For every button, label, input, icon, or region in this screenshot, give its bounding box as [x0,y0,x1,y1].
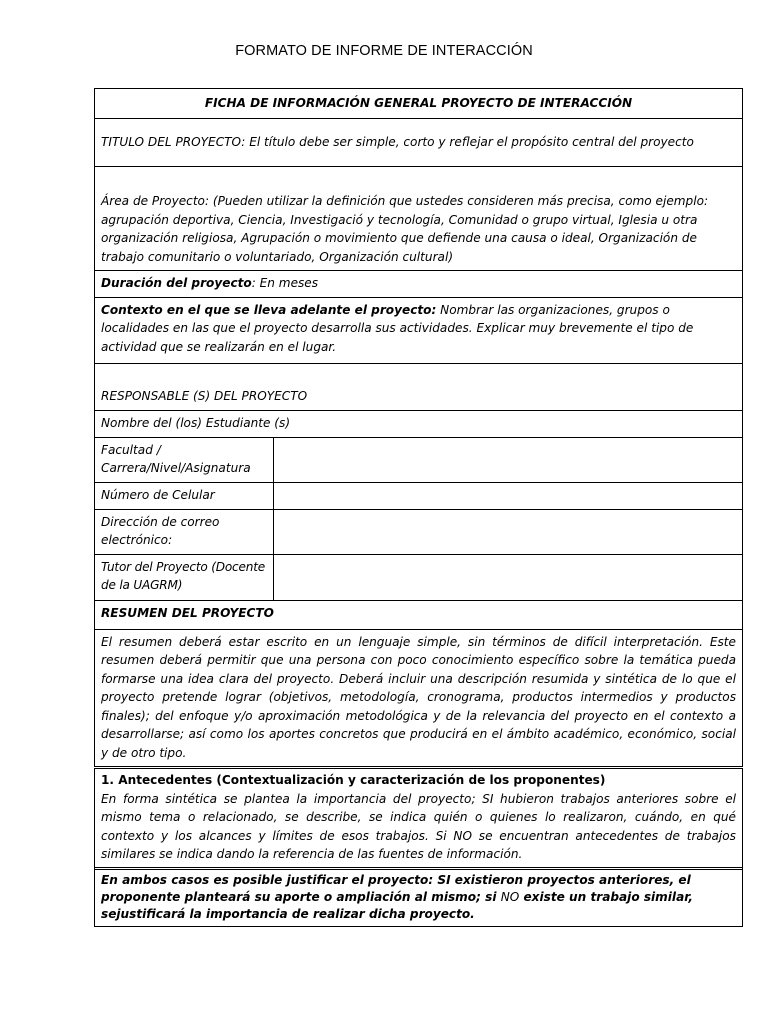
faculty-label: Facultad / Carrera/Nivel/Asignatura [95,437,274,482]
phone-label: Número de Celular [95,482,274,509]
context-text: Nombrar las organizaciones, grupos o localidades en las que el proyecto desarrolla sus actividades. Explicar muy brevemente el tipo de actividad que se realizarán en el lugar. [101,302,694,354]
project-duration-row [95,271,743,298]
summary-heading: RESUMEN DEL PROYECTO [95,600,743,629]
document-title: FORMATO DE INFORME DE INTERACCIÓN [235,43,533,59]
email-value [274,509,743,554]
justification-note-b: existe un trabajo similar, sejustificará la importancia de realizar dicha proyecto. [101,889,694,921]
context-label: Contexto en el que se lleva adelante el proyecto: [101,302,437,317]
antecedentes-section [95,768,743,927]
tutor-label: Tutor del Proyecto (Docente de la UAGRM) [95,554,274,600]
email-label: Dirección de correo electrónico: [95,509,274,554]
duration-label: Duración del proyecto [101,276,252,290]
student-names-row: Nombre del (los) Estudiante (s) [95,410,743,437]
justification-note-no: NO [500,889,520,904]
summary-text: El resumen deberá estar escrito en un lenguaje simple, sin términos de difícil interpretación. Este resumen deberá permitir que una persona con poco conocimiento específico sobre la temática pueda formarse una idea clara del proyecto. Deberá incluir una descripción resumida y sintética de lo que el proyecto pretende lograr (objetivos, metodología, cronograma, productos intermedios y productos finales); del enfoque y/o aproximación metodológica y de la relevancia del proyecto en el contexto a desarrollarse; así como los aportes concretos que producirá en el ámbito académico, económico, social y de otro tipo. [95,629,743,768]
tutor-value [274,554,743,600]
project-context-row [95,297,743,363]
project-responsables-row: RESPONSABLE (S) DEL PROYECTO [95,363,743,410]
justification-note-a: En ambos casos es posible justificar el proyecto: SI existieron proyectos anteriores, el proponente planteará su aporte o ampliación al mismo; si [101,872,691,904]
duration-value: : En meses [251,276,319,290]
project-title-row: TITULO DEL PROYECTO: El título debe ser simple, corto y reflejar el propósito central del proyecto [95,119,743,167]
justification-note [95,867,742,923]
project-area-row: Área de Proyecto: (Pueden utilizar la definición que ustedes consideren más precisa, como ejemplo: agrupación deportiva, Ciencia, Investigació y tecnología, Comunidad o grupo virtual, Iglesia u otra organización religiosa, Agrupación o movimiento que defiende una causa o ideal, Organización de trabajo comunitario o voluntariado, Organización cultural) [95,167,743,271]
antecedentes-text: En forma sintética se plantea la importancia del proyecto; SI hubieron trabajos anteriores sobre el mismo tema o relacionado, se describe, se indica quién o quienes lo realizaron, cuándo, en qué contexto y los alcances y límites de esos trabajos. Si NO se encuentran antecedentes de trabajos similares se indica dando la referencia de las fuentes de información. [101,791,736,861]
form-header: FICHA DE INFORMACIÓN GENERAL PROYECTO DE INTERACCIÓN [95,89,743,119]
faculty-value [274,437,743,482]
project-info-form [94,88,743,927]
antecedentes-heading: 1. Antecedentes (Contextualización y caracterización de los proponentes) [101,773,606,787]
phone-value [274,482,743,509]
